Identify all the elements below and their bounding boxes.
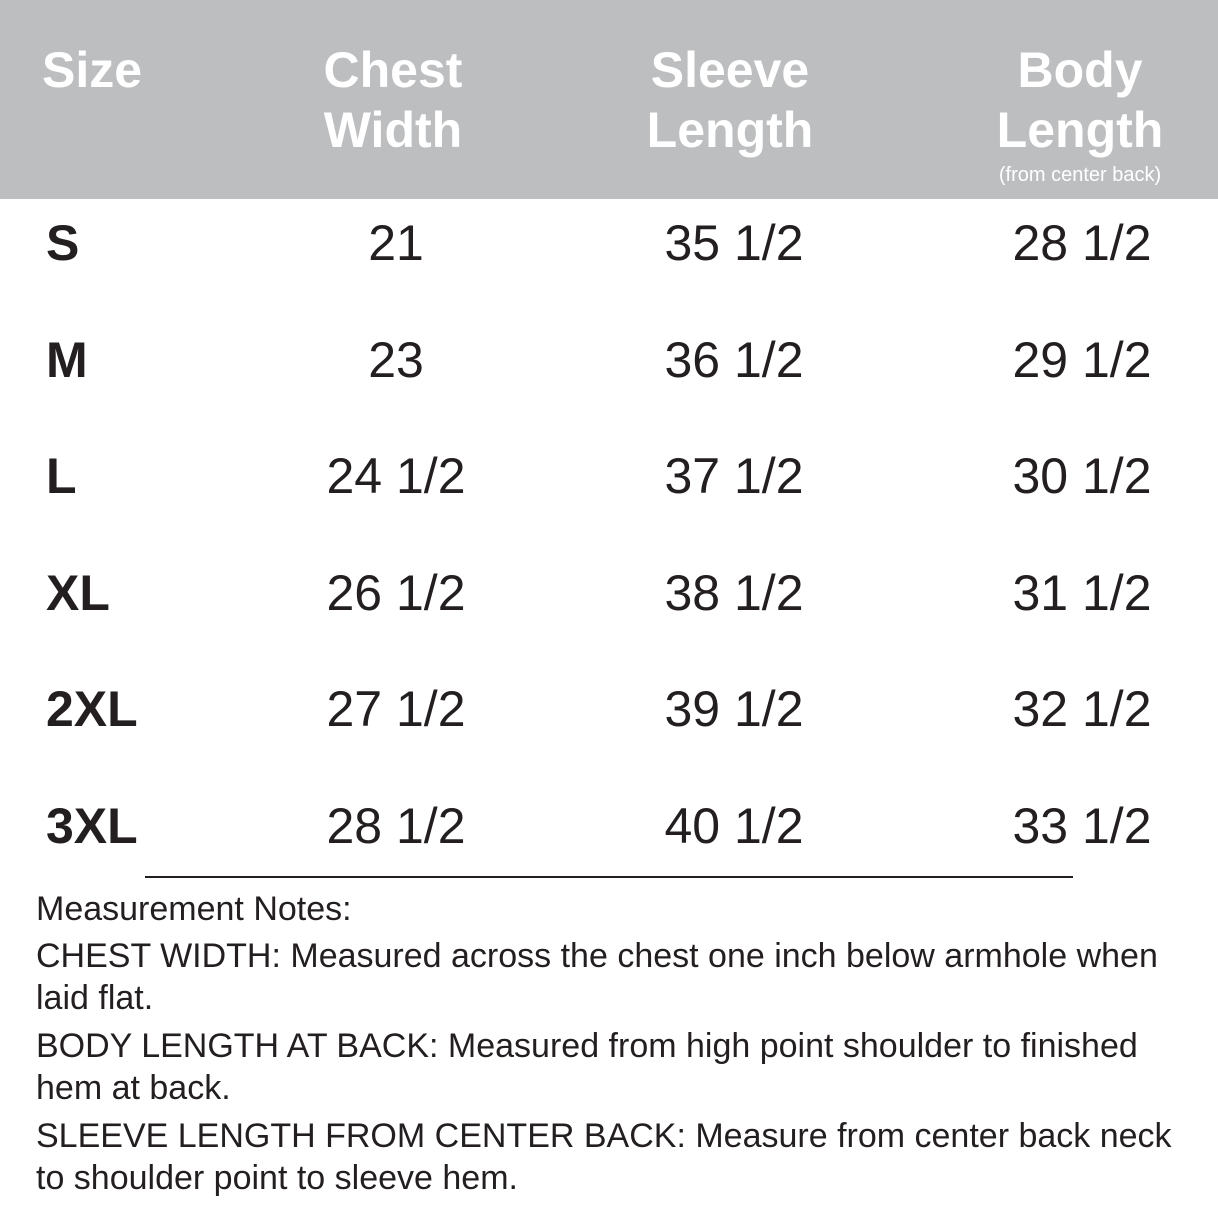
header-body-length-subtitle: (from center back) [998, 164, 1162, 186]
note-body-length [36, 1025, 1196, 1109]
size-cell: 2XL [46, 681, 138, 737]
sleeve-length-cell: 38 1/2 [664, 564, 804, 621]
note-sleeve-length [36, 1115, 1196, 1199]
body-length-cell: 31 1/2 [1012, 564, 1152, 621]
note-label: BODY LENGTH AT BACK: [36, 1027, 439, 1065]
table-row [0, 438, 1218, 555]
size-cell: 3XL [46, 797, 138, 854]
body-length-cell: 32 1/2 [1012, 681, 1152, 737]
body-length-cell: 30 1/2 [1012, 448, 1152, 504]
sleeve-length-cell: 39 1/2 [664, 681, 804, 737]
chest-width-cell: 24 1/2 [326, 448, 466, 504]
sleeve-length-cell: 36 1/2 [664, 331, 804, 388]
note-label: CHEST WIDTH: [36, 937, 281, 975]
note-chest-width [36, 935, 1196, 1019]
note-label: SLEEVE LENGTH FROM CENTER BACK: [36, 1117, 686, 1155]
header-body-length: Body Length [996, 42, 1164, 158]
body-length-cell: 33 1/2 [1012, 797, 1152, 854]
body-length-cell: 29 1/2 [1012, 331, 1152, 388]
sleeve-length-cell: 35 1/2 [664, 215, 804, 271]
header-sleeve-length: Sleeve Length [646, 42, 814, 158]
chest-width-cell: 28 1/2 [326, 797, 466, 854]
size-cell: M [46, 331, 88, 388]
note-text: Measured from high point shoulder to finished hem at back. [36, 1027, 1138, 1107]
measurement-notes [36, 888, 1196, 1205]
size-chart-header [0, 0, 1218, 199]
chest-width-cell: 27 1/2 [326, 681, 466, 737]
header-size: Size [42, 42, 143, 98]
table-row [0, 671, 1218, 788]
size-cell: L [46, 448, 77, 504]
table-row [0, 788, 1218, 905]
chest-width-cell: 23 [368, 331, 424, 388]
note-text: Measure from center back neck to shoulder point to sleeve hem. [36, 1117, 1172, 1197]
table-divider [145, 876, 1073, 878]
table-row [0, 555, 1218, 672]
sleeve-length-cell: 40 1/2 [664, 797, 804, 854]
size-table-body [0, 205, 1218, 904]
size-cell: S [46, 215, 80, 271]
chest-width-cell: 26 1/2 [326, 564, 466, 621]
body-length-cell: 28 1/2 [1012, 215, 1152, 271]
header-chest-width: Chest Width [323, 42, 463, 158]
sleeve-length-cell: 37 1/2 [664, 448, 804, 504]
size-cell: XL [46, 564, 110, 621]
table-row [0, 322, 1218, 439]
note-text: Measured across the chest one inch below armhole when laid flat. [36, 937, 1158, 1017]
table-row [0, 205, 1218, 322]
measurement-notes-title: Measurement Notes: [36, 890, 352, 928]
chest-width-cell: 21 [368, 215, 424, 271]
